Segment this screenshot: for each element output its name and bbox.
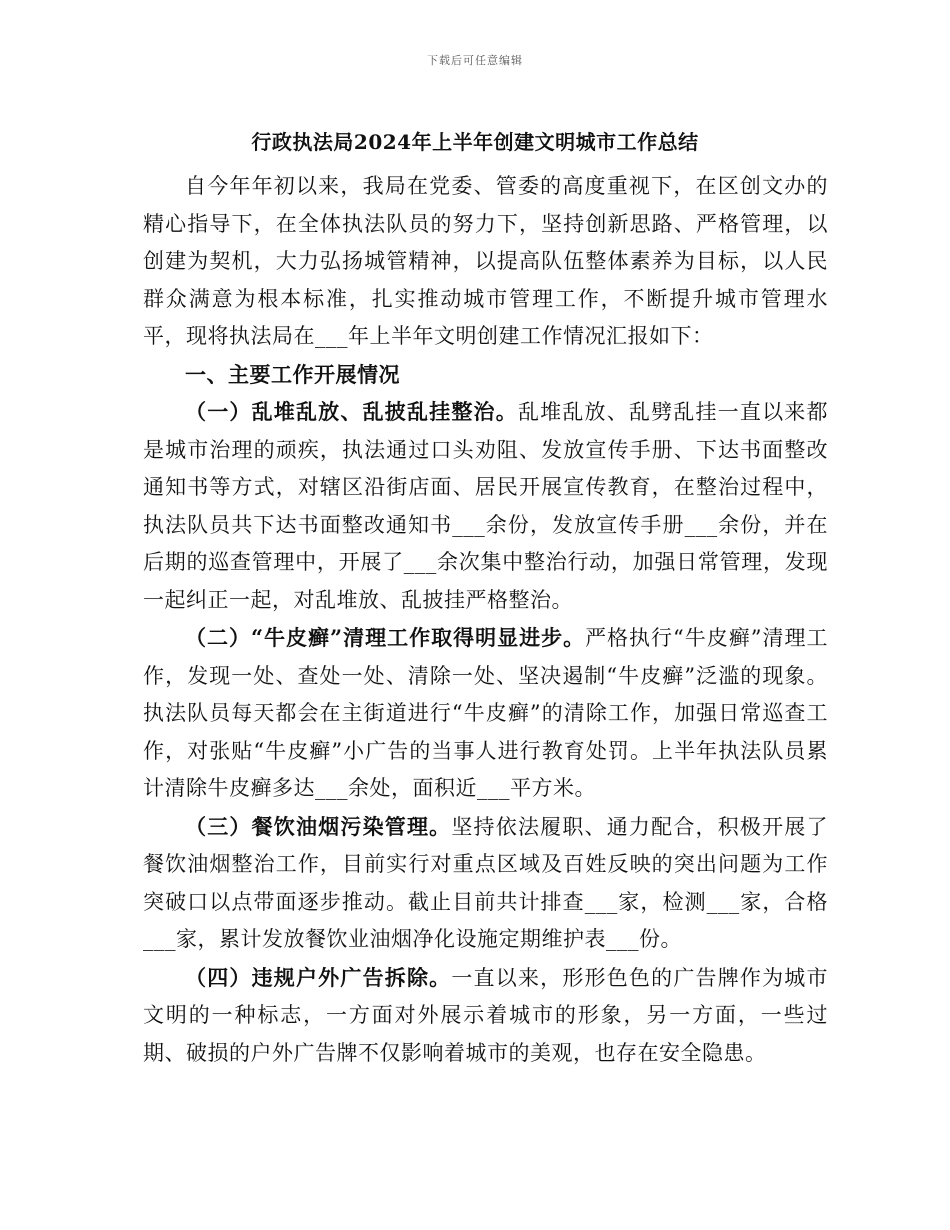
item-text: 坚持依法履职、通力配合，积极开展了餐饮油烟整治工作，目前实行对重点区域及百姓反映的突出问题为工作突破口以点带面逐步推动。截止目前共计排查___家，检测___家，合格___家，累计发放餐饮业油烟净化设施定期维护表___份。 <box>143 814 829 951</box>
intro-paragraph: 自今年年初以来，我局在党委、管委的高度重视下，在区创文办的精心指导下，在全体执法队员的努力下，坚持创新思路、严格管理，以创建为契机，大力弘扬城管精神，以提高队伍整体素养为目标，以人民群众满意为根本标准，扎实推动城市管理工作，不断提升城市管理水平，现将执法局在___年上半年文明创建工作情况汇报如下： <box>143 174 828 348</box>
item-paragraph <box>143 959 828 1073</box>
item-heading: （二）“牛皮癣”清理工作取得明显进步。 <box>185 625 586 650</box>
item-paragraph <box>143 393 828 619</box>
item-heading: （四）违规户外广告拆除。 <box>185 964 452 990</box>
item-paragraph <box>143 619 828 808</box>
document-title: 行政执法局2024年上半年创建文明城市工作总结 <box>251 130 699 154</box>
item-text: 乱堆乱放、乱劈乱挂一直以来都是城市治理的顽疾，执法通过口头劝阻、发放宣传手册、下达书面整改通知书等方式，对辖区沿街店面、居民开展宣传教育，在整治过程中，执法队员共下达书面整改通知书___余份，发放宣传手册___余份，并在后期的巡查管理中，开展了___余次集中整治行动，加强日常管理，发现一起纠正一起，对乱堆放、乱披挂严格整治。 <box>143 400 829 612</box>
document-body <box>143 168 828 1072</box>
item-heading: （一）乱堆乱放、乱披乱挂整治。 <box>185 399 518 424</box>
item-paragraph <box>143 808 828 959</box>
item-text: 一直以来，形形色色的广告牌作为城市文明的一种标志，一方面对外展示着城市的形象，另一方面，一些过期、破损的户外广告牌不仅影响着城市的美观，也存在安全隐患。 <box>143 965 829 1065</box>
header-note: 下载后可任意编辑 <box>427 54 523 67</box>
section-heading: 一、主要工作开展情况 <box>185 361 400 387</box>
item-text: 严格执行“牛皮癣”清理工作，发现一处、查处一处、清除一处、坚决遏制“牛皮癣”泛滥的现象。执法队员每天都会在主街道进行“牛皮癣”的清除工作，加强日常巡查工作，对张贴“牛皮癣”小广告的当事人进行教育处罚。上半年执法队员累计清除牛皮癣多达___余处，面积近___平方米。 <box>143 626 828 800</box>
item-heading: （三）餐饮油烟污染管理。 <box>185 813 452 839</box>
